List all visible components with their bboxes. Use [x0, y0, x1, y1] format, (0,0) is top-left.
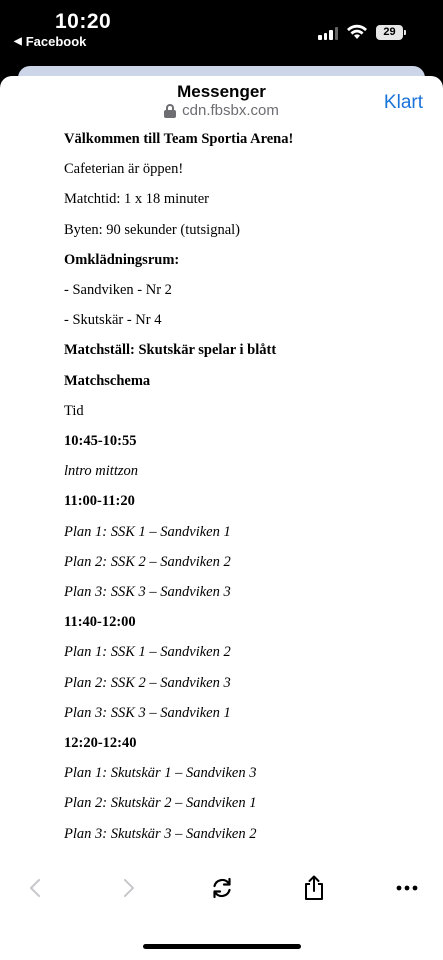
content-line: Plan 2: Skutskär 2 – Sandviken 1	[64, 795, 257, 812]
content-line: Matchtid: 1 x 18 minuter	[64, 191, 209, 208]
more-icon	[396, 885, 418, 891]
battery-icon: 29	[376, 25, 403, 40]
content-line: Matchschema	[64, 372, 151, 389]
done-button[interactable]: Klart	[383, 92, 423, 113]
content-line: - Sandviken - Nr 2	[64, 282, 172, 298]
content-line: Omklädningsrum:	[64, 251, 180, 268]
reload-icon	[210, 876, 234, 900]
lock-icon	[164, 104, 176, 118]
content-line: Matchställ: Skutskär spelar i blått	[64, 342, 277, 359]
url-display	[0, 102, 443, 119]
wifi-icon	[346, 24, 368, 40]
home-indicator	[143, 944, 301, 949]
content-line: 10:45-10:55	[64, 433, 137, 449]
content-line: - Skutskär - Nr 4	[64, 312, 162, 329]
content-line: Plan 1: Skutskär 1 – Sandviken 3	[64, 765, 257, 782]
back-to-app-link[interactable]	[14, 34, 86, 49]
content-line: Plan 3: Skutskär 3 – Sandviken 2	[64, 825, 257, 842]
content-line: Plan 2: SSK 2 – Sandviken 3	[64, 674, 231, 691]
url-text: cdn.fbsbx.com	[182, 102, 279, 119]
back-arrow-icon	[29, 878, 41, 898]
content-line: Cafeterian är öppen!	[64, 161, 184, 178]
status-bar	[0, 0, 443, 60]
content-line: 12:20-12:40	[64, 735, 137, 751]
share-icon	[303, 875, 325, 901]
cellular-signal-icon	[318, 27, 338, 40]
reload-button[interactable]	[208, 874, 236, 902]
content-line: 11:40-12:00	[64, 614, 136, 631]
content-line: Plan 3: SSK 3 – Sandviken 3	[64, 584, 231, 600]
back-button[interactable]	[24, 874, 46, 902]
content-line: Plan 2: SSK 2 – Sandviken 2	[64, 553, 231, 570]
bottom-toolbar	[0, 874, 443, 902]
content-line: Plan 1: SSK 1 – Sandviken 2	[64, 644, 231, 661]
content-line: Välkommen till Team Sportia Arena!	[64, 131, 294, 147]
forward-button[interactable]	[118, 874, 140, 902]
back-triangle-icon: ◀	[14, 36, 22, 47]
back-app-label: Facebook	[25, 34, 87, 49]
share-button[interactable]	[301, 874, 327, 902]
status-time: 10:20	[55, 10, 112, 33]
content-line: Tid	[64, 402, 84, 419]
forward-arrow-icon	[123, 878, 135, 898]
content-line: lntro mittzon	[64, 463, 138, 480]
content-line: Byten: 90 sekunder (tutsignal)	[64, 221, 240, 238]
content-line: Plan 3: SSK 3 – Sandviken 1	[64, 704, 231, 721]
content-line: Plan 1: SSK 1 – Sandviken 1	[64, 523, 231, 540]
browser-sheet	[0, 76, 443, 960]
content-line: 11:00-11:20	[64, 493, 135, 510]
more-button[interactable]	[394, 874, 420, 902]
page-title: Messenger	[177, 82, 266, 101]
